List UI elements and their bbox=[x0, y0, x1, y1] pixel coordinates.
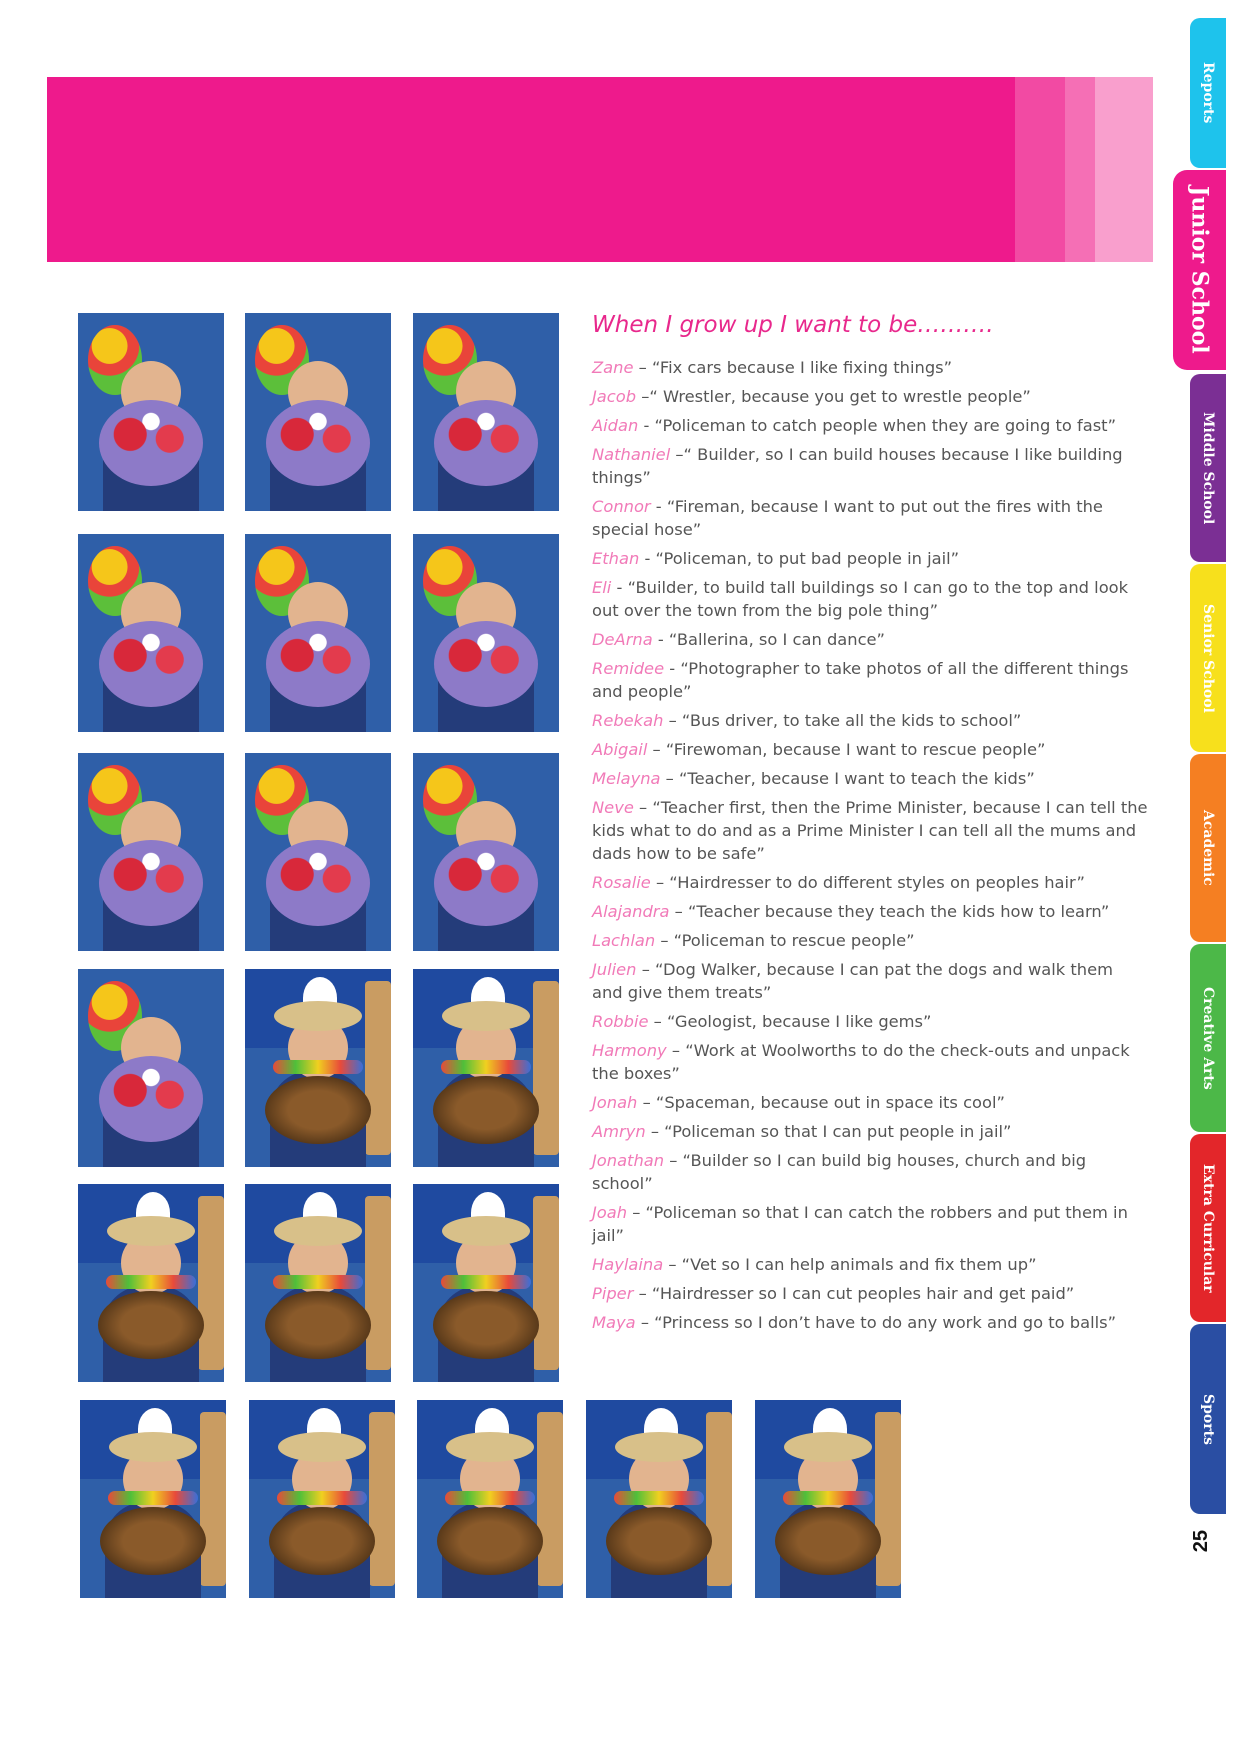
student-name: Rosalie bbox=[592, 873, 651, 892]
quote-text: – “Bus driver, to take all the kids to school” bbox=[663, 711, 1022, 730]
straw-hat bbox=[442, 1001, 530, 1031]
straw-hat bbox=[442, 1216, 530, 1246]
quote-item bbox=[592, 1253, 1148, 1276]
drum-prop bbox=[533, 1196, 559, 1370]
student-photo bbox=[413, 1184, 559, 1382]
quote-text: - “Policeman to catch people when they are going to fast” bbox=[638, 416, 1117, 435]
flower-lei bbox=[445, 1491, 535, 1505]
student-name: Neve bbox=[592, 798, 634, 817]
turtle-shell bbox=[433, 1291, 539, 1359]
tab-senior-school[interactable] bbox=[1190, 564, 1226, 752]
student-photo bbox=[80, 1400, 226, 1598]
flower-lei bbox=[273, 1275, 363, 1289]
quote-item bbox=[592, 900, 1148, 923]
flower-bouquet bbox=[434, 400, 538, 486]
quote-item bbox=[592, 958, 1148, 1004]
student-photo bbox=[413, 313, 559, 511]
quote-text: – “Teacher because they teach the kids how to learn” bbox=[669, 902, 1110, 921]
student-name: Jonathan bbox=[592, 1151, 665, 1170]
student-name: Alajandra bbox=[592, 902, 670, 921]
quote-text: - “Builder, to build tall buildings so I can go to the top and look out over the town from the big pole thing” bbox=[592, 578, 1129, 620]
quote-item bbox=[592, 356, 1148, 379]
drum-prop bbox=[533, 981, 559, 1155]
student-photo bbox=[417, 1400, 563, 1598]
quote-text: – “Vet so I can help animals and fix them up” bbox=[663, 1255, 1037, 1274]
student-name: Lachlan bbox=[592, 931, 656, 950]
quote-text: – “Policeman to rescue people” bbox=[655, 931, 915, 950]
quote-item bbox=[592, 443, 1148, 489]
flower-bouquet bbox=[99, 840, 203, 926]
flower-lei bbox=[441, 1275, 531, 1289]
quote-item bbox=[592, 1311, 1148, 1334]
quote-text: – “Princess so I don’t have to do any work and go to balls” bbox=[635, 1313, 1117, 1332]
tab-label: Middle School bbox=[1200, 411, 1216, 525]
quote-text: – “Spaceman, because out in space its cool” bbox=[637, 1093, 1005, 1112]
quote-text: – “Builder so I can build big houses, church and big school” bbox=[592, 1151, 1087, 1193]
drum-prop bbox=[875, 1412, 901, 1586]
student-name: Jonah bbox=[592, 1093, 638, 1112]
student-name: Connor bbox=[592, 497, 651, 516]
student-photo bbox=[249, 1400, 395, 1598]
drum-prop bbox=[537, 1412, 563, 1586]
student-name: Haylaina bbox=[592, 1255, 664, 1274]
student-photo bbox=[755, 1400, 901, 1598]
student-photo bbox=[413, 534, 559, 732]
flower-bouquet bbox=[266, 621, 370, 707]
banner-stripe bbox=[1095, 77, 1153, 262]
header-banner bbox=[47, 77, 1153, 262]
tab-label: Reports bbox=[1200, 62, 1216, 124]
quote-text: - “Policeman, to put bad people in jail” bbox=[639, 549, 960, 568]
student-photo bbox=[78, 534, 224, 732]
drum-prop bbox=[365, 1196, 391, 1370]
quote-item bbox=[592, 628, 1148, 651]
tab-reports[interactable] bbox=[1190, 18, 1226, 168]
quote-text: –“ Builder, so I can build houses because I like building things” bbox=[592, 445, 1123, 487]
straw-hat bbox=[278, 1432, 366, 1462]
student-name: Zane bbox=[592, 358, 634, 377]
quote-text: - “Photographer to take photos of all the different things and people” bbox=[592, 659, 1129, 701]
quote-item bbox=[592, 576, 1148, 622]
quote-item bbox=[592, 414, 1148, 437]
quote-text: – “Policeman so that I can catch the robbers and put them in jail” bbox=[592, 1203, 1128, 1245]
flower-bouquet bbox=[99, 400, 203, 486]
quote-item bbox=[592, 1149, 1148, 1195]
tab-academic[interactable] bbox=[1190, 754, 1226, 942]
quote-item bbox=[592, 709, 1148, 732]
student-name: Harmony bbox=[592, 1041, 667, 1060]
tab-extra-curricular[interactable] bbox=[1190, 1134, 1226, 1322]
drum-prop bbox=[200, 1412, 226, 1586]
flower-bouquet bbox=[266, 840, 370, 926]
quote-text: – “Teacher first, then the Prime Minister, because I can tell the kids what to do and as a Prime Minister I can tell all the mums and dads how to be safe” bbox=[592, 798, 1148, 863]
student-photo bbox=[78, 313, 224, 511]
quote-item bbox=[592, 657, 1148, 703]
student-name: Joah bbox=[592, 1203, 628, 1222]
quote-text: – “Dog Walker, because I can pat the dogs and walk them and give them treats” bbox=[592, 960, 1113, 1002]
banner-main-band bbox=[47, 77, 1015, 262]
student-name: Nathaniel bbox=[592, 445, 671, 464]
quote-item bbox=[592, 1282, 1148, 1305]
banner-stripe bbox=[1065, 77, 1095, 262]
page-number: 25 bbox=[1190, 1530, 1212, 1553]
flower-lei bbox=[106, 1275, 196, 1289]
straw-hat bbox=[109, 1432, 197, 1462]
flower-lei bbox=[277, 1491, 367, 1505]
quote-text: – “Firewoman, because I want to rescue people” bbox=[647, 740, 1046, 759]
student-name: Julien bbox=[592, 960, 637, 979]
quote-item bbox=[592, 1091, 1148, 1114]
student-photo bbox=[586, 1400, 732, 1598]
quote-text: - “Fireman, because I want to put out the fires with the special hose” bbox=[592, 497, 1103, 539]
quote-text: – “Hairdresser so I can cut peoples hair and get paid” bbox=[633, 1284, 1075, 1303]
flower-lei bbox=[783, 1491, 873, 1505]
straw-hat bbox=[274, 1001, 362, 1031]
turtle-shell bbox=[269, 1507, 375, 1575]
turtle-shell bbox=[98, 1291, 204, 1359]
flower-lei bbox=[108, 1491, 198, 1505]
quote-item bbox=[592, 495, 1148, 541]
quote-item bbox=[592, 796, 1148, 865]
straw-hat bbox=[107, 1216, 195, 1246]
student-photo bbox=[78, 1184, 224, 1382]
tab-label: Extra Curricular bbox=[1200, 1163, 1216, 1293]
quote-item bbox=[592, 871, 1148, 894]
banner-stripe bbox=[1015, 77, 1065, 262]
student-name: DeArna bbox=[592, 630, 653, 649]
student-name: Piper bbox=[592, 1284, 634, 1303]
quote-item bbox=[592, 385, 1148, 408]
turtle-shell bbox=[437, 1507, 543, 1575]
tab-label: Sports bbox=[1200, 1393, 1216, 1445]
drum-prop bbox=[369, 1412, 395, 1586]
flower-bouquet bbox=[99, 621, 203, 707]
student-name: Maya bbox=[592, 1313, 636, 1332]
tab-label: Junior School bbox=[1186, 186, 1213, 354]
student-photo bbox=[413, 969, 559, 1167]
student-photo bbox=[78, 969, 224, 1167]
student-name: Melayna bbox=[592, 769, 661, 788]
straw-hat bbox=[446, 1432, 534, 1462]
quote-item bbox=[592, 929, 1148, 952]
turtle-shell bbox=[433, 1076, 539, 1144]
quote-text: – “Teacher, because I want to teach the kids” bbox=[660, 769, 1035, 788]
student-photo bbox=[245, 753, 391, 951]
straw-hat bbox=[615, 1432, 703, 1462]
student-photo bbox=[245, 313, 391, 511]
student-name: Eli bbox=[592, 578, 612, 597]
quote-text: – “Work at Woolworths to do the check-outs and unpack the boxes” bbox=[592, 1041, 1130, 1083]
flower-bouquet bbox=[434, 621, 538, 707]
quote-text: – “Hairdresser to do different styles on peoples hair” bbox=[650, 873, 1085, 892]
student-photo bbox=[245, 1184, 391, 1382]
quote-text: – “Policeman so that I can put people in jail” bbox=[645, 1122, 1012, 1141]
tab-label: Academic bbox=[1200, 810, 1216, 886]
flower-lei bbox=[614, 1491, 704, 1505]
turtle-shell bbox=[775, 1507, 881, 1575]
tab-creative-arts[interactable] bbox=[1190, 944, 1226, 1132]
turtle-shell bbox=[100, 1507, 206, 1575]
tab-label: Creative Arts bbox=[1200, 986, 1216, 1090]
student-name: Jacob bbox=[592, 387, 637, 406]
tab-label: Senior School bbox=[1200, 603, 1216, 713]
flower-lei bbox=[441, 1060, 531, 1074]
tab-sports[interactable] bbox=[1190, 1324, 1226, 1514]
quote-item bbox=[592, 547, 1148, 570]
student-name: Abigail bbox=[592, 740, 648, 759]
flower-lei bbox=[273, 1060, 363, 1074]
flower-bouquet bbox=[266, 400, 370, 486]
turtle-shell bbox=[265, 1076, 371, 1144]
quote-text: – “Fix cars because I like fixing things” bbox=[633, 358, 953, 377]
drum-prop bbox=[706, 1412, 732, 1586]
quote-text: - “Ballerina, so I can dance” bbox=[652, 630, 885, 649]
quote-text: –“ Wrestler, because you get to wrestle people” bbox=[636, 387, 1031, 406]
drum-prop bbox=[365, 981, 391, 1155]
straw-hat bbox=[784, 1432, 872, 1462]
quote-item bbox=[592, 1010, 1148, 1033]
student-photo bbox=[78, 753, 224, 951]
tab-junior-school[interactable] bbox=[1173, 170, 1226, 370]
student-name: Robbie bbox=[592, 1012, 649, 1031]
quote-item bbox=[592, 767, 1148, 790]
flower-bouquet bbox=[434, 840, 538, 926]
student-photo bbox=[413, 753, 559, 951]
student-name: Ethan bbox=[592, 549, 640, 568]
tab-middle-school[interactable] bbox=[1190, 374, 1226, 562]
student-photo bbox=[245, 969, 391, 1167]
page-heading: When I grow up I want to be………. bbox=[592, 312, 994, 338]
quote-item bbox=[592, 738, 1148, 761]
flower-bouquet bbox=[99, 1056, 203, 1142]
quote-item bbox=[592, 1201, 1148, 1247]
drum-prop bbox=[198, 1196, 224, 1370]
straw-hat bbox=[274, 1216, 362, 1246]
turtle-shell bbox=[606, 1507, 712, 1575]
quote-item bbox=[592, 1120, 1148, 1143]
quote-list bbox=[592, 356, 1148, 1340]
quote-text: – “Geologist, because I like gems” bbox=[648, 1012, 932, 1031]
quote-item bbox=[592, 1039, 1148, 1085]
student-name: Aidan bbox=[592, 416, 639, 435]
student-name: Amryn bbox=[592, 1122, 646, 1141]
student-photo bbox=[245, 534, 391, 732]
turtle-shell bbox=[265, 1291, 371, 1359]
student-name: Remidee bbox=[592, 659, 665, 678]
student-name: Rebekah bbox=[592, 711, 664, 730]
